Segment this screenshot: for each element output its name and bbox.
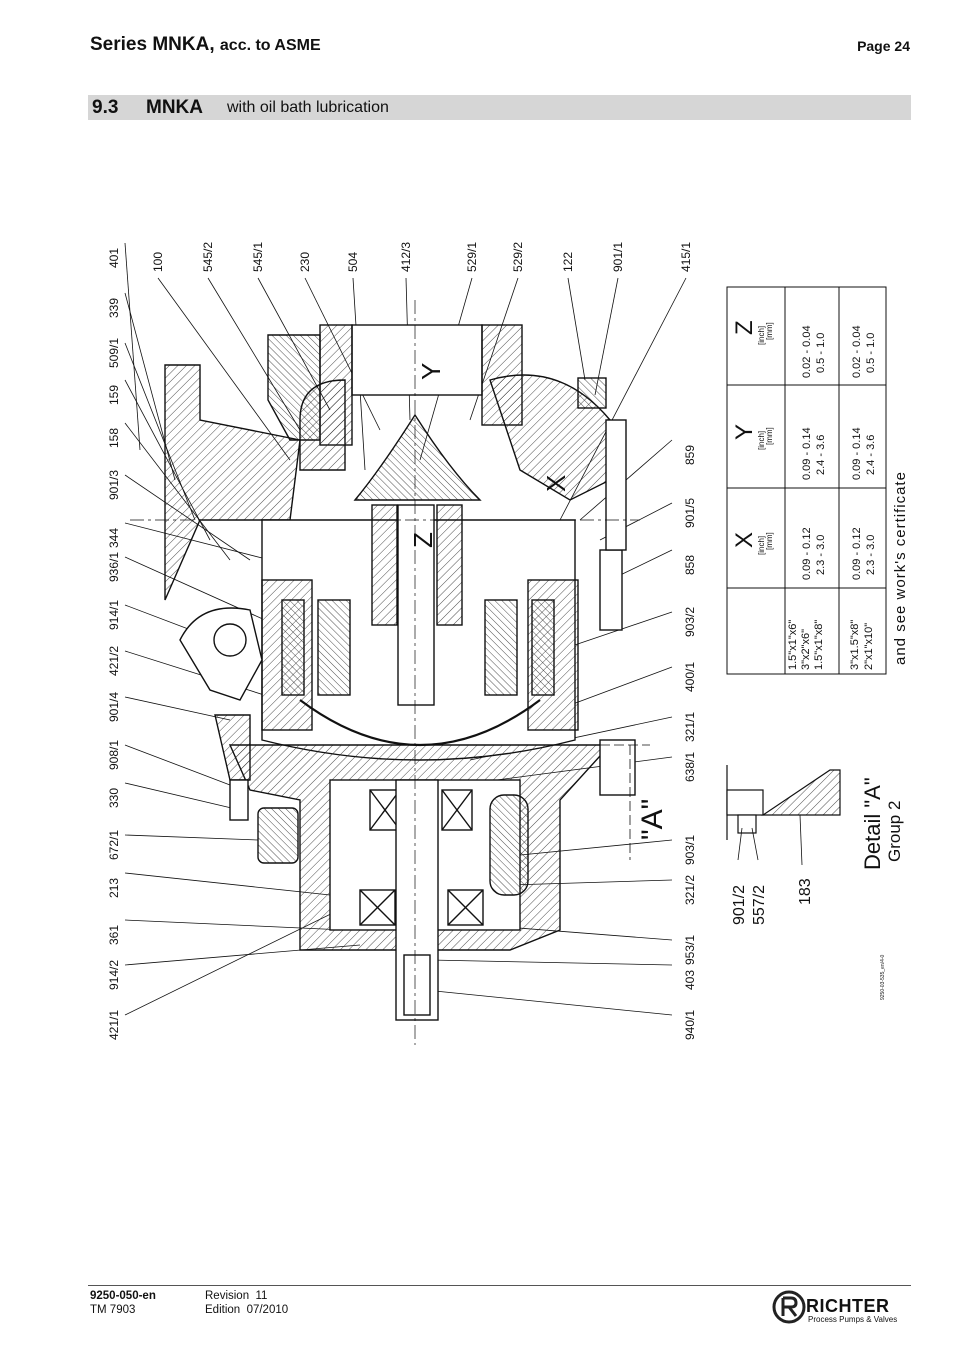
left-label-421-1: 421/1 bbox=[107, 1009, 121, 1040]
callout-x: X bbox=[541, 474, 571, 492]
row1-x-mm: 2.3 - 3.0 bbox=[815, 534, 827, 575]
row1-size-2: 3"x2"x6" bbox=[800, 628, 812, 670]
row1-y-mm: 2.4 - 3.6 bbox=[815, 434, 827, 475]
top-label-545-2: 545/2 bbox=[201, 241, 215, 272]
leader-line bbox=[568, 278, 585, 380]
callout-y: Y bbox=[416, 362, 446, 380]
top-label-230: 230 bbox=[298, 251, 312, 272]
left-label-401: 401 bbox=[107, 247, 121, 268]
section-number: 9.3 bbox=[92, 97, 119, 118]
revision-value: 11 bbox=[255, 1290, 268, 1302]
row2-y-mm: 2.4 - 3.6 bbox=[865, 434, 877, 475]
leader-line bbox=[425, 990, 672, 1015]
leader-line bbox=[125, 523, 270, 560]
right-part-labels bbox=[683, 445, 697, 1040]
left-label-901-3: 901/3 bbox=[107, 469, 121, 500]
row1-size-1: 1.5"x1"x6" bbox=[787, 619, 799, 670]
right-label-321-2: 321/2 bbox=[683, 874, 697, 905]
detail-label-183: 183 bbox=[797, 878, 814, 905]
unit-inch-x: [inch] bbox=[757, 535, 766, 555]
left-label-672-1: 672/1 bbox=[107, 829, 121, 860]
top-label-529-1: 529/1 bbox=[465, 241, 479, 272]
right-label-400-1: 400/1 bbox=[683, 661, 697, 692]
top-label-122: 122 bbox=[561, 251, 575, 272]
leader-line bbox=[125, 243, 140, 450]
drawing-code: 9250-03-535_en/4-0 bbox=[880, 954, 886, 1000]
top-label-504: 504 bbox=[346, 251, 360, 272]
page-number: Page 24 bbox=[857, 38, 910, 54]
left-label-914-1: 914/1 bbox=[107, 599, 121, 630]
row1-x-inch: 0.09 - 0.12 bbox=[801, 527, 813, 580]
richter-logo-icon bbox=[772, 1290, 806, 1324]
pump-section bbox=[165, 325, 635, 1020]
brand-tagline: Process Pumps & Valves bbox=[808, 1315, 898, 1324]
leader-line bbox=[125, 873, 330, 895]
footer-doc-block bbox=[90, 1289, 156, 1317]
tm-number: TM 7903 bbox=[90, 1304, 136, 1316]
leader-line bbox=[125, 697, 230, 720]
left-label-330: 330 bbox=[107, 787, 121, 808]
left-label-361: 361 bbox=[107, 924, 121, 945]
row1-z-mm: 0.5 - 1.0 bbox=[815, 332, 827, 373]
row1-y-inch: 0.09 - 0.14 bbox=[801, 427, 813, 480]
table-note: and see work's certificate bbox=[892, 471, 909, 665]
leader-line bbox=[430, 960, 672, 965]
row2-x-mm: 2.3 - 3.0 bbox=[865, 534, 877, 575]
right-label-859: 859 bbox=[683, 444, 697, 465]
right-label-858: 858 bbox=[683, 554, 697, 575]
unit-inch-z: [inch] bbox=[757, 325, 766, 345]
top-label-100: 100 bbox=[151, 251, 165, 272]
section-name: MNKA bbox=[146, 97, 203, 118]
row2-size-2: 2"x1"x10" bbox=[863, 622, 875, 670]
top-label-901-1: 901/1 bbox=[611, 241, 625, 272]
left-label-914-2: 914/2 bbox=[107, 959, 121, 990]
row2-z-mm: 0.5 - 1.0 bbox=[865, 332, 877, 373]
left-label-159: 159 bbox=[107, 384, 121, 405]
clearance-table-text bbox=[731, 320, 909, 670]
title-main: Series MNKA, bbox=[90, 34, 215, 55]
right-label-940-1: 940/1 bbox=[683, 1009, 697, 1040]
detail-title: Detail "A" bbox=[860, 777, 885, 870]
edition-label: Edition bbox=[205, 1304, 241, 1316]
row2-size-1: 3"x1.5"x8" bbox=[849, 619, 861, 670]
unit-mm-y: [mm] bbox=[765, 427, 774, 445]
left-label-158: 158 bbox=[107, 427, 121, 448]
doc-number: 9250-050-en bbox=[90, 1290, 156, 1302]
row2-x-inch: 0.09 - 0.12 bbox=[851, 527, 863, 580]
right-label-903-1: 903/1 bbox=[683, 834, 697, 865]
unit-inch-y: [inch] bbox=[757, 430, 766, 450]
right-label-953-1: 953/1 bbox=[683, 934, 697, 965]
detail-label-557-2: 557/2 bbox=[751, 884, 768, 925]
top-label-415-1: 415/1 bbox=[679, 241, 693, 272]
right-label-403: 403 bbox=[683, 969, 697, 990]
leader-line bbox=[125, 835, 258, 840]
detail-group: Group 2 bbox=[885, 800, 904, 862]
left-label-213: 213 bbox=[107, 877, 121, 898]
top-label-545-1: 545/1 bbox=[251, 241, 265, 272]
unit-mm-z: [mm] bbox=[765, 322, 774, 340]
right-label-638-1: 638/1 bbox=[683, 751, 697, 782]
unit-mm-x: [mm] bbox=[765, 532, 774, 550]
top-label-412-3: 412/3 bbox=[399, 241, 413, 272]
left-label-421-2: 421/2 bbox=[107, 645, 121, 676]
right-label-903-2: 903/2 bbox=[683, 606, 697, 637]
footer-rule bbox=[88, 1285, 911, 1286]
right-label-901-5: 901/5 bbox=[683, 497, 697, 528]
footer-revision-block bbox=[205, 1289, 288, 1317]
left-label-901-4: 901/4 bbox=[107, 691, 121, 722]
table-header-y: Y bbox=[731, 423, 758, 440]
top-label-529-2: 529/2 bbox=[511, 241, 525, 272]
top-part-labels bbox=[151, 242, 693, 272]
left-label-509-1: 509/1 bbox=[107, 337, 121, 368]
left-label-339: 339 bbox=[107, 297, 121, 318]
revision-label: Revision bbox=[205, 1290, 250, 1302]
leader-line bbox=[125, 745, 230, 785]
row1-size-3: 1.5"x1"x8" bbox=[813, 619, 825, 670]
left-label-908-1: 908/1 bbox=[107, 739, 121, 770]
detail-a bbox=[727, 765, 840, 840]
title-sub: acc. to ASME bbox=[219, 37, 321, 54]
row2-y-inch: 0.09 - 0.14 bbox=[851, 427, 863, 480]
section-subtitle: with oil bath lubrication bbox=[227, 99, 389, 116]
callout-z: Z bbox=[408, 532, 438, 548]
left-label-344: 344 bbox=[107, 527, 121, 548]
left-label-936-1: 936/1 bbox=[107, 551, 121, 582]
brand-name: RICHTER bbox=[806, 1296, 890, 1316]
row2-z-inch: 0.02 - 0.04 bbox=[851, 325, 863, 378]
right-label-321-1: 321/1 bbox=[683, 711, 697, 742]
row1-z-inch: 0.02 - 0.04 bbox=[801, 325, 813, 378]
left-part-labels bbox=[107, 248, 121, 1040]
edition-value: 07/2010 bbox=[246, 1304, 289, 1316]
detail-label-901-2: 901/2 bbox=[731, 884, 748, 925]
table-header-z: Z bbox=[731, 320, 758, 335]
detail-a-marker: "A" bbox=[636, 798, 669, 840]
leader-line bbox=[125, 783, 240, 810]
table-header-x: X bbox=[731, 531, 758, 548]
